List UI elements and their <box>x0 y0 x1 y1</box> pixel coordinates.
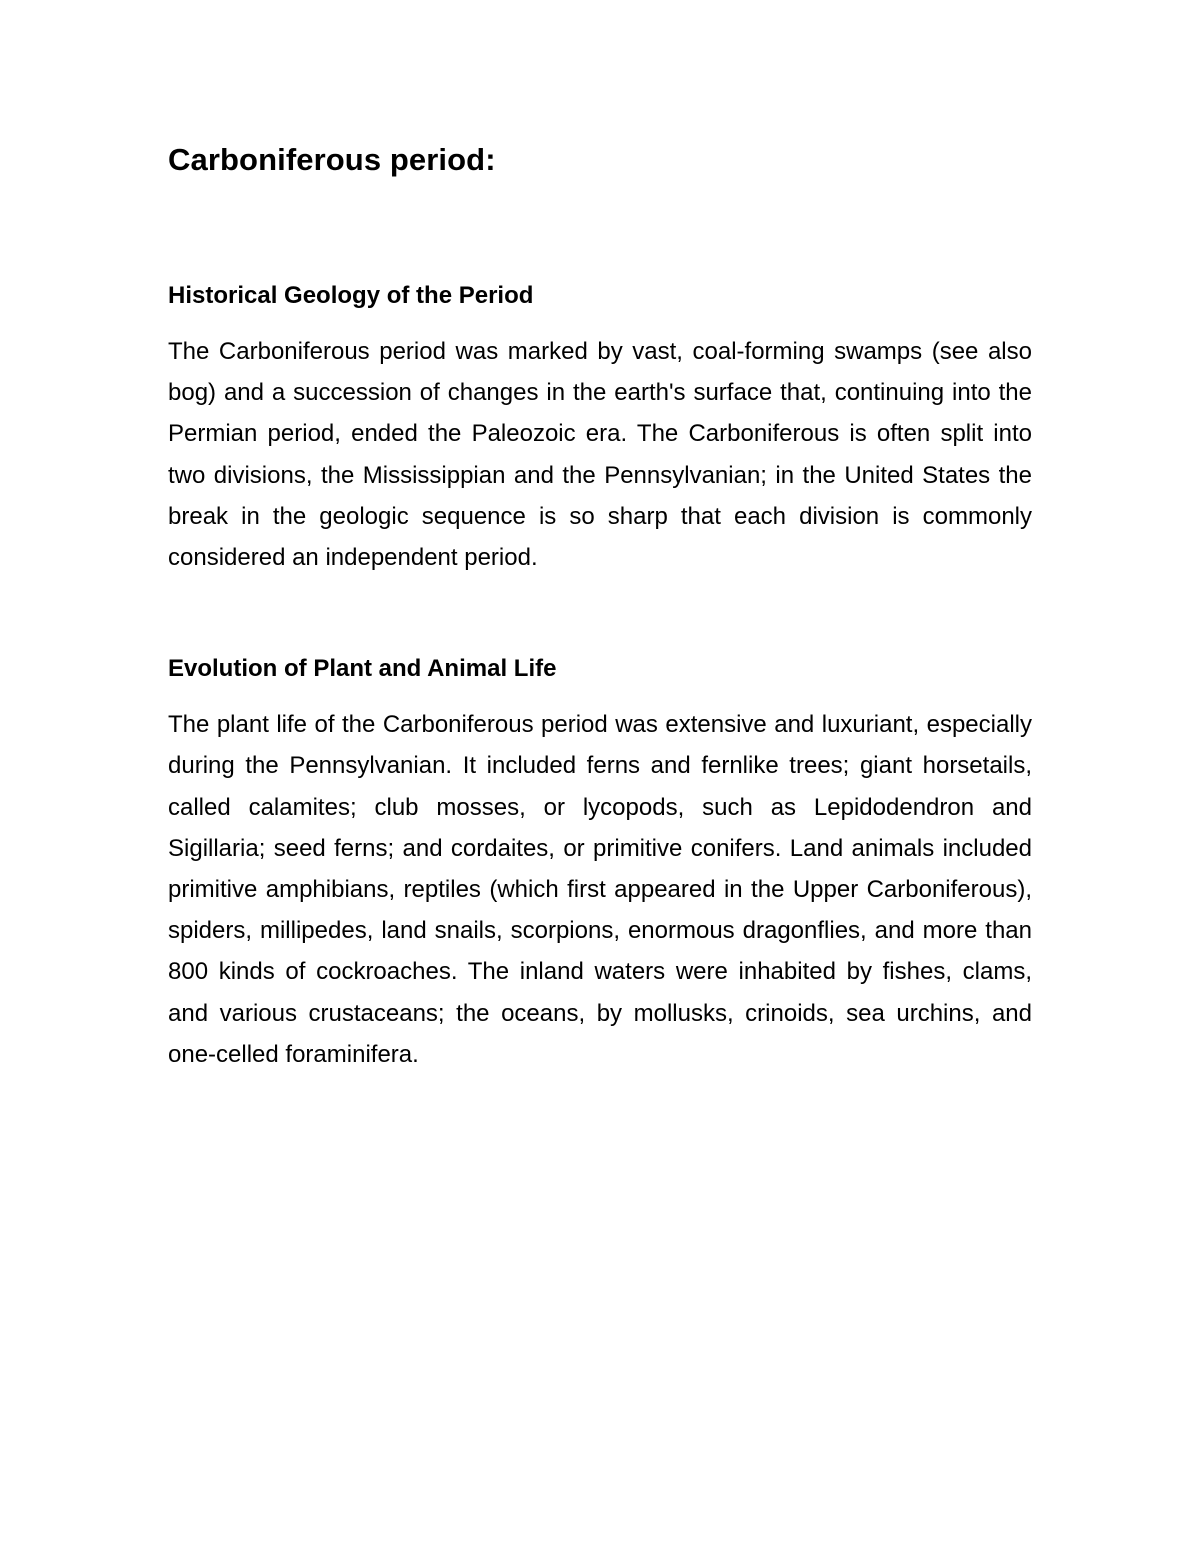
document-title: Carboniferous period: <box>168 142 496 177</box>
section-body-evolution: The plant life of the Carboniferous period was extensive and luxuriant, especially during the Pennsylvanian. It included ferns and fernlike trees; giant horsetails, called calamites; club mosses, or lycopods, such as Lepidodendron and Sigillaria; seed ferns; and cordaites, or primitive conifers. Land animals included primitive amphibians, reptiles (which first appeared in the Upper Carboniferous), spiders, millipedes, land snails, scorpions, enormous dragonflies, and more than 800 kinds of cockroaches. The inland waters were inhabited by fishes, clams, and various crustaceans; the oceans, by mollusks, crinoids, sea urchins, and one-celled foraminifera. <box>168 711 1032 1068</box>
document-content <box>168 140 1032 1075</box>
section-body-historical-geology: The Carboniferous period was marked by vast, coal-forming swamps (see also bog) and a succession of changes in the earth's surface that, continuing into the Permian period, ended the Paleozoic era. The Carboniferous is often split into two divisions, the Mississippian and the Pennsylvanian; in the United States the break in the geologic sequence is so sharp that each division is commonly considered an independent period. <box>168 338 1032 572</box>
section-heading-evolution: Evolution of Plant and Animal Life <box>168 655 557 683</box>
section-heading-historical-geology: Historical Geology of the Period <box>168 282 534 309</box>
